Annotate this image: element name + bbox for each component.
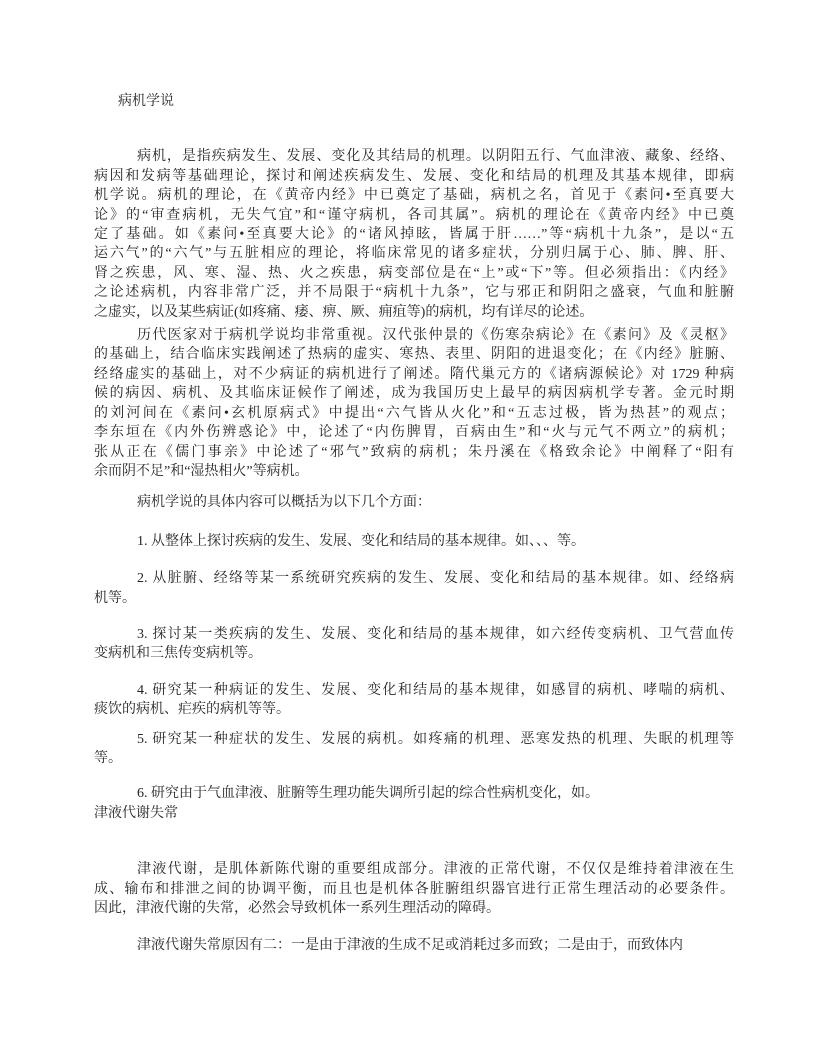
text-line: 经络虚实的基础上，对不少病证的病机进行了阐述。隋代巢元方的《诸病源候论》对 1729 种病 [94,366,734,382]
text-line: 4. 研究某一种病证的发生、发展、变化和结局的基本规律，如感冒的病机、哮喘的病机、 [137,682,734,698]
list-item-1 [94,532,734,551]
list-item-2 [94,569,734,608]
document-title: 病机学说 [118,94,174,109]
text-line: 候的病因、病机、及其临床证候作了阐述，成为我国历史上最早的病因病机学专著。金元时期 [94,386,734,402]
text-line: 2. 从脏腑、经络等某一系统研究疾病的发生、发展、变化和结局的基本规律。如、经络病 [137,571,734,587]
text-line: 1. 从整体上探讨疾病的发生、发展、变化和结局的基本规律。如、、、等。 [137,533,585,549]
text-line: 之论述病机，内容非常广泛，并不局限于“病机十九条”，它与邪正和阴阳之盛衰，气血和脏腑 [94,285,734,301]
text-line: 论》的“审查病机，无失气宜”和“谨守病机，各司其属”。病机的理论在《黄帝内经》中已奠 [94,207,734,223]
text-line: 津液代谢失常原因有二：一是由于津液的生成不足或消耗过多而致；二是由于，而致体内 [137,938,683,954]
text-line: 李东垣在《内外伤辨惑论》中，论述了“内伤脾胃，百病由生”和“火与元气不两立”的病机； [94,425,734,441]
text-line: 的基础上，结合临床实践阐述了热病的虚实、寒热、表里、阴阳的进退变化；在《内经》脏腑、 [94,347,734,363]
paragraph-pathogenesis-overview [94,147,734,322]
paragraph-fluid-metabolism-causes [94,936,734,955]
text-line: 变病机和三焦传变病机等。 [94,646,262,662]
text-line: 津液代谢失常 [94,805,178,821]
text-line: 之虚实，以及某些病证(如疼痛、痿、痹、厥、痈疽等)的病机，均有详尽的论述。 [94,304,594,320]
text-line: 肾之疾患，风、寒、湿、热、火之疾患，病变部位是在“上”或“下”等。但必须指出：《内经》 [94,265,734,281]
text-line: 等。 [94,750,122,766]
list-item-4 [94,681,734,720]
text-line: 余而阴不足”和“湿热相火”等病机。 [94,463,309,479]
text-line: 机学说。病机的理论，在《黄帝内经》中已奠定了基础，病机之名，首见于《素问•至真要大 [94,188,734,204]
text-line: 定了基础。如《素问•至真要大论》的“诸风掉眩，皆属于肝……”等“病机十九条”，是以“五 [94,227,734,243]
list-item-6 [94,784,734,803]
list-item-5 [94,730,734,769]
text-line: 津液代谢，是肌体新陈代谢的重要组成部分。津液的正常代谢，不仅仅是维持着津液在生 [137,862,734,878]
text-line: 成、输布和排泄之间的协调平衡，而且也是机体各脏腑组织器官进行正常生理活动的必要条件。 [94,881,734,897]
text-line: 3. 探讨某一类疾病的发生、发展、变化和结局的基本规律，如六经传变病机、卫气营血传 [137,626,734,642]
subheading-fluid-metabolism [94,804,734,823]
text-line: 因此，津液代谢的失常，必然会导致机体一系列生理活动的障碍。 [94,901,500,916]
paragraph-fluid-metabolism [94,860,734,918]
text-line: 病机学说的具体内容可以概括为以下几个方面： [137,495,431,511]
text-line: 机等。 [94,590,136,606]
list-item-3 [94,625,734,664]
text-line: 6. 研究由于气血津液、脏腑等生理功能失调所引起的综合性病机变化，如。 [137,786,599,802]
text-line: 历代医家对于病机学说均非常重视。汉代张仲景的《伤寒杂病论》在《素问》及《灵枢》 [137,328,734,344]
paragraph-summary-intro [94,493,734,512]
text-line: 病因和发病等基础理论，探讨和阐述疾病发生、发展、变化和结局的机理及其基本规律，即病 [94,168,734,184]
text-line: 张从正在《儒门事亲》中论述了“邪气”致病的病机；朱丹溪在《格致余论》中阐释了“阳有 [94,444,734,460]
text-line: 运六气”的“六气”与五脏相应的理论，将临床常见的诸多症状，分别归属于心、肺、脾、肝、 [94,246,734,262]
document-content [94,92,734,956]
paragraph-historical-physicians [94,326,734,481]
text-line: 病机，是指疾病发生、发展、变化及其结局的机理。以阴阳五行、气血津液、藏象、经络、 [137,149,734,165]
text-line: 的刘河间在《素问•玄机原病式》中提出“六气皆从火化”和“五志过极，皆为热甚”的观点； [94,405,734,421]
text-line: 5. 研究某一种症状的发生、发展的病机。如疼痛的机理、恶寒发热的机理、失眠的机理等 [137,731,734,747]
text-line: 痰饮的病机、疟疾的病机等等。 [94,702,290,718]
